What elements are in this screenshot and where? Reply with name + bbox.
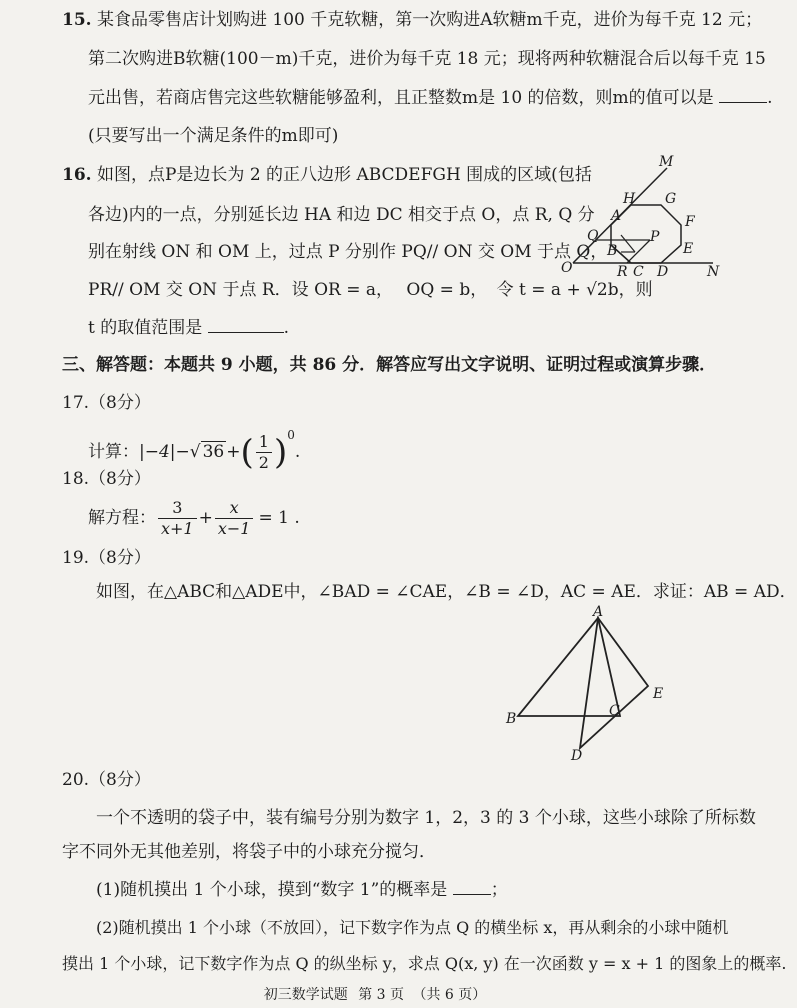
triangle-ABC xyxy=(518,618,620,716)
q19-text: 如图，在△ABC和△ADE中，∠BAD = ∠CAE，∠B = ∠D，AC = AE．求证：AB = AD． xyxy=(96,582,797,602)
octagon-figure xyxy=(555,150,725,280)
label-D: D xyxy=(657,264,669,280)
q16-answer-blank[interactable] xyxy=(208,318,284,333)
q15-answer-blank[interactable] xyxy=(719,88,767,103)
label-Q: Q xyxy=(587,228,599,244)
q20-part1: (1)随机摸出 1 个小球，摸到“数字 1”的概率是 xyxy=(96,880,448,900)
q16-line2: 各边)内的一点，分别延长边 HA 和边 DC 相交于点 O，点 R, Q 分 xyxy=(88,205,595,225)
q16-line4b: OQ = b， xyxy=(406,280,488,300)
q15-line4: (只要写出一个满足条件的m即可) xyxy=(88,126,339,146)
q17-expression: 计算：|−4|−√ 36 +( $\frac{1}{2}$ )$^0$. xyxy=(88,428,301,473)
q16-number: 16. xyxy=(62,165,92,185)
q20-line1: 一个不透明的袋子中，装有编号分别为数字 1，2，3 的 3 个小球，这些小球除了所标数 xyxy=(96,808,756,828)
q16-line3: 别在射线 ON 和 OM 上，过点 P 分别作 PQ// ON 交 OM 于点 Q， xyxy=(88,242,608,262)
label-A: A xyxy=(593,604,604,620)
label-F: F xyxy=(685,214,695,230)
exam-page: 15. 某食品零售店计划购进 100 千克软糖，第一次购进A软糖m千克，进价为每千克 12 元； 第二次购进B软糖(100－m)千克，进价为每千克 18 元；现将两种软糖混合后以每千克 15 元出售，若商店售完这些软糖能够盈利，且正整数m是 10 的倍数，则m的值可以是 . (只要写出一个满足条件的m即可) 16. 如图，点P是边长为 2 的正八边形 ABCDEFGH 围成的区域(包括 各边)内的一点，分别延长边 HA 和边 DC 相交于点 O，点 R, Q 分 别在射线 ON 和 OM 上，过点 P 分别作 PQ// ON 交 OM 于点 Q， PR// OM 交 ON 于点 R．设 OR = a， OQ = b， 令 t = a + √2b，则 t 的取值范围是 . M H G A F Q P B E O R C D N 三、解答题：本题共 9 小题，共 86 分．解答应写出文字说明、证明过程或演算步骤． 17.（8分） 计算：|−4|−√ 36 +( $\frac{1}{2}$ )$^0$. 18.（8分） 解方程： $\frac{3}{x+1}$ + $\frac{x}{x-1}$ = 1 . 19.（8分） 如图，在△ABC和△ADE中，∠BAD = ∠CAE，∠B = ∠D，AC = AE．求证：AB = AD． A E B C D 20.（8分） 一个不透明的袋子中，装有编号分别为数字 1，2，3 的 3 个小球，这些小球除了所标数 字不同外无其他差别，将袋子中的小球充分搅匀． (1)随机摸出 1 个小球，摸到“数字 1”的概率是 ； (2)随机摸出 1 个小球（不放回），记下数字作为点 Q 的横坐标 x，再从剩余的小球中随机 摸出 1 个小球，记下数字作为点 Q 的纵坐标 y，求点 Q(x, y) 在一次函数 y = x + 1 的图象上的概率. 初三数学试题 第 3 页 （共 6 页） xyxy=(0,0,750,1008)
q17-number: 17.（8分） xyxy=(62,393,151,413)
label-E: E xyxy=(653,686,664,702)
q15-line1: 某食品零售店计划购进 100 千克软糖，第一次购进A软糖m千克，进价为每千克 12 元； xyxy=(96,10,763,30)
label-P: P xyxy=(650,229,660,245)
label-O: O xyxy=(561,260,573,276)
q18-number: 18.（8分） xyxy=(62,469,151,489)
q20-number: 20.（8分） xyxy=(62,770,151,790)
label-N: N xyxy=(707,264,720,280)
label-E: E xyxy=(683,241,694,257)
label-A: A xyxy=(611,208,622,224)
label-D: D xyxy=(571,748,583,764)
q19-number: 19.（8分） xyxy=(62,548,151,568)
page-footer xyxy=(0,984,750,1004)
q16-line1: 如图，点P是边长为 2 的正八边形 ABCDEFGH 围成的区域(包括 xyxy=(96,165,592,185)
q15-line2: 第二次购进B软糖(100－m)千克，进价为每千克 18 元；现将两种软糖混合后以每千克 15 xyxy=(88,49,766,69)
q16-line4a: PR// OM 交 ON 于点 R．设 OR = a， xyxy=(88,280,393,300)
label-C: C xyxy=(609,703,620,719)
q15-number: 15. xyxy=(62,10,92,30)
triangle-ADE xyxy=(580,618,648,748)
q16-line4c: 令 t = a + √2b，则 xyxy=(496,280,653,300)
footer-total: （共 6 页） xyxy=(412,987,487,1003)
label-B: B xyxy=(506,711,517,727)
footer-page: 第 3 页 xyxy=(358,987,404,1003)
q18-equation: 解方程： $\frac{3}{x+1}$ + $\frac{x}{x-1}$ = 1 . xyxy=(88,498,300,538)
q16-line5: t 的取值范围是 xyxy=(88,318,203,338)
section-3-heading: 三、解答题：本题共 9 小题，共 86 分．解答应写出文字说明、证明过程或演算步骤． xyxy=(62,355,717,375)
label-G: G xyxy=(665,191,677,207)
q20-line2: 字不同外无其他差别，将袋子中的小球充分搅匀． xyxy=(62,842,436,862)
label-H: H xyxy=(623,191,636,207)
q20-part2-line1: (2)随机摸出 1 个小球（不放回），记下数字作为点 Q 的横坐标 x，再从剩余的小球中随机 xyxy=(96,918,729,937)
q15-line3: 元出售，若商店售完这些软糖能够盈利，且正整数m是 10 的倍数，则m的值可以是 xyxy=(88,88,714,108)
label-C: C xyxy=(633,264,644,280)
label-B: B xyxy=(607,243,618,259)
q20-part2-line2: 摸出 1 个小球，记下数字作为点 Q 的纵坐标 y，求点 Q(x, y) 在一次函数 y = x + 1 的图象上的概率. xyxy=(62,954,787,973)
triangle-figure xyxy=(500,604,680,766)
q20-answer-blank[interactable] xyxy=(453,880,491,895)
label-R: R xyxy=(617,264,628,280)
footer-subject: 初三数学试题 xyxy=(263,987,348,1003)
label-M: M xyxy=(659,154,674,170)
